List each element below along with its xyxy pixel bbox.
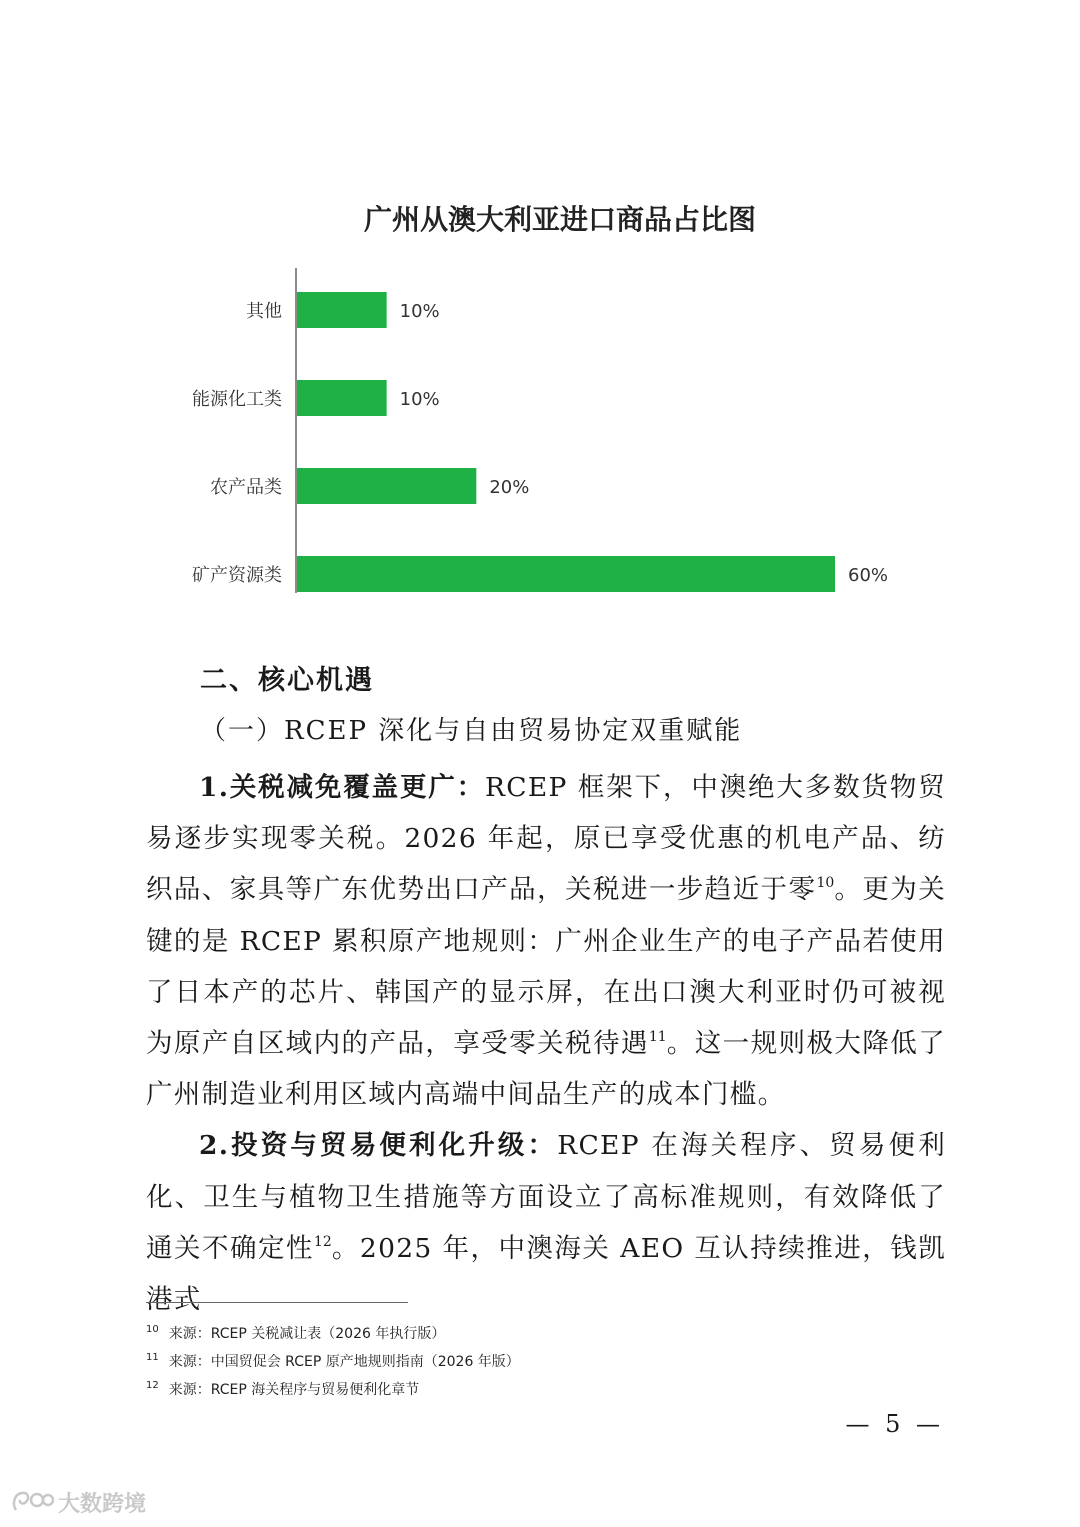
- section-heading: 二、核心机遇: [200, 665, 374, 696]
- category-label: 矿产资源类: [192, 565, 282, 586]
- paragraph-tariff: [146, 762, 946, 1120]
- footnote-number: 10: [146, 1324, 159, 1335]
- paragraph-text: RCEP 框架下，中澳绝大多数货物贸易逐步实现零关税。2026 年起，原已享受优惠的机电产品、纺织品、家具等广东优势出口产品，关税进一步趋近于零: [146, 772, 946, 906]
- bar: [297, 556, 835, 592]
- section-subheading: （一）RCEP 深化与自由贸易协定双重赋能: [200, 716, 743, 746]
- paragraph-lead: 1.关税减免覆盖更广：: [199, 772, 486, 803]
- value-label: 10%: [399, 301, 440, 322]
- value-label: 60%: [848, 565, 889, 586]
- chart-title: 广州从澳大利亚进口商品占比图: [363, 203, 756, 236]
- watermark-text: 大数跨境: [58, 1491, 147, 1517]
- bar: [297, 292, 387, 328]
- footnote-item: [146, 1318, 520, 1346]
- paragraph-text: 。2025 年，中澳海关 AEO 互认持续推进，钱凯港式: [146, 1232, 946, 1316]
- footnote-ref[interactable]: 12: [313, 1233, 332, 1250]
- footnote-divider: [146, 1302, 408, 1303]
- footnote-item: [146, 1374, 520, 1402]
- footnote-text: 来源：RCEP 关税减让表（2026 年执行版）: [168, 1326, 446, 1342]
- category-label: 能源化工类: [192, 389, 282, 410]
- category-label: 其他: [246, 301, 282, 322]
- paragraph-text: 。这一规则极大降低了广州制造业利用区域内高端中间品生产的成本门槛。: [146, 1028, 947, 1111]
- value-label: 20%: [489, 477, 530, 498]
- category-label: 农产品类: [210, 477, 282, 498]
- footnote-text: 来源：中国贸促会 RCEP 原产地规则指南（2026 年版）: [168, 1354, 520, 1370]
- paragraph-lead: 2.投资与贸易便利化升级：: [199, 1130, 558, 1162]
- footnotes: [146, 1318, 520, 1402]
- footnote-number: 12: [146, 1380, 159, 1391]
- bar-chart: [0, 260, 1080, 610]
- watermark: [10, 1487, 146, 1517]
- page-number: — 5 —: [845, 1410, 944, 1438]
- bar: [297, 380, 387, 416]
- footnote-ref[interactable]: 11: [648, 1029, 667, 1046]
- paragraph-text: 。更为关键的是 RCEP 累积原产地规则：广州企业生产的电子产品若使用了日本产的芯片、韩国产的显示屏，在出口澳大利亚时仍可被视为原产自区域内的产品，享受零关税待遇: [146, 874, 947, 1060]
- paragraph-text: RCEP 在海关程序、贸易便利化、卫生与植物卫生措施等方面设立了高标准规则，有效降低了通关不确定性: [146, 1130, 946, 1264]
- watermark-logo-icon: [10, 1488, 54, 1516]
- body-text: [146, 762, 946, 1325]
- paragraph-facilitation: [146, 1120, 946, 1325]
- footnote-number: 11: [146, 1352, 159, 1363]
- value-label: 10%: [399, 389, 440, 410]
- footnote-text: 来源：RCEP 海关程序与贸易便利化章节: [168, 1382, 420, 1398]
- footnote-ref[interactable]: 10: [816, 875, 835, 892]
- bar: [297, 468, 476, 504]
- footnote-item: [146, 1346, 520, 1374]
